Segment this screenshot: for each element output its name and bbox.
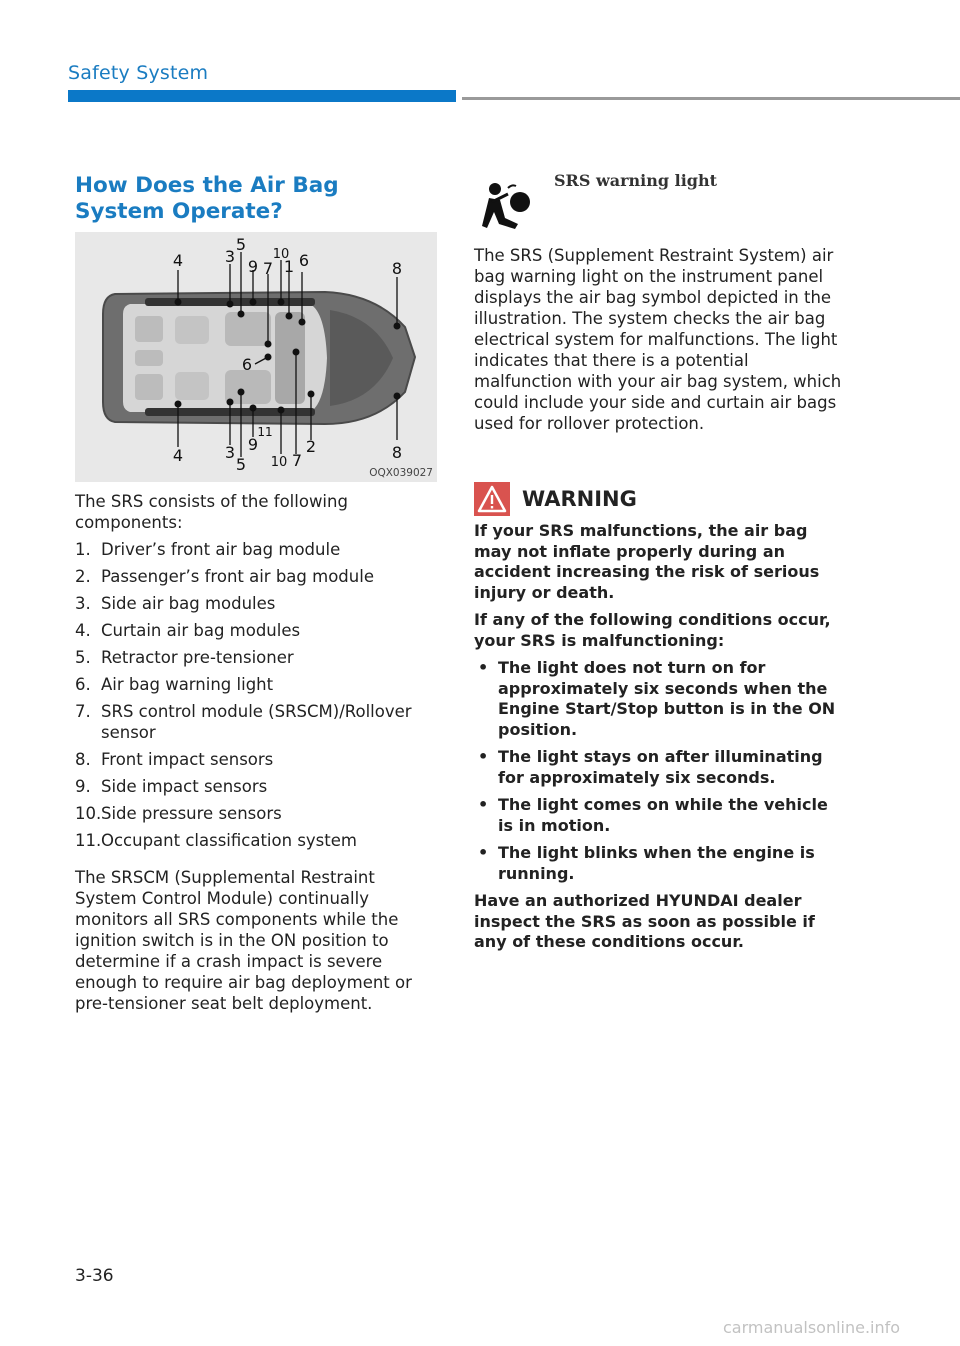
list-item: 4. Curtain air bag modules — [75, 621, 301, 640]
diagram-label: 4 — [172, 251, 184, 270]
diagram-label: 3 — [224, 247, 236, 266]
diagram-label: 2 — [305, 437, 317, 456]
components-list — [75, 539, 440, 851]
list-item: • The light stays on after illuminating for approximately six seconds. — [478, 747, 823, 787]
diagram-label: 9 — [247, 257, 259, 276]
warning-bullet-list — [474, 658, 844, 884]
watermark: carmanualsonline.info — [723, 1318, 901, 1337]
diagram-label: 8 — [391, 259, 403, 278]
srs-light-section — [474, 245, 844, 434]
diagram-label: 7 — [262, 259, 274, 278]
airbag-warning-icon — [478, 178, 544, 234]
diagram-label: 10 — [270, 455, 288, 470]
diagram-label: 7 — [291, 451, 303, 470]
left-column — [75, 491, 440, 1020]
srs-light-title: SRS warning light — [554, 171, 718, 190]
components-intro: The SRS consists of the following components: — [75, 492, 348, 532]
diagram-label: 8 — [391, 443, 403, 462]
warning-triangle-icon — [474, 482, 510, 516]
list-item: 10. Side pressure sensors — [75, 804, 282, 823]
list-item: • The light does not turn on for approximately six seconds when the Engine Start/Stop button is in the ON position. — [478, 658, 836, 739]
airbag-diagram — [75, 232, 437, 482]
diagram-label: 10 — [272, 247, 290, 262]
srscm-description: The SRSCM (Supplemental Restraint System Control Module) continually monitors all SRS components while the ignition switch is in the ON position to determine if a crash impact is severe enough to require air bag deployment or pre-tensioner seat belt deployment. — [75, 868, 412, 1013]
list-item: 2. Passenger’s front air bag module — [75, 567, 374, 586]
srs-light-text: The SRS (Supplement Restraint System) air bag warning light on the instrument panel displays the air bag symbol depicted in the illustration. The system checks the air bag electrical system for malfunctions. The light indicates that there is a potential malfunction with your air bag system, which could include your side and curtain air bags used for rollover protection. — [474, 246, 842, 433]
diagram-label: 6 — [241, 355, 253, 374]
figure-code: OQX039027 — [369, 467, 433, 479]
diagram-label: 1 — [283, 257, 295, 276]
list-item: • The light blinks when the engine is running. — [478, 843, 815, 883]
header-rule-blue — [68, 90, 456, 102]
list-item: 11. Occupant classification system — [75, 831, 357, 850]
diagram-label: 6 — [298, 251, 310, 270]
warning-body — [474, 521, 844, 960]
list-item: 6. Air bag warning light — [75, 675, 274, 694]
list-item: • The light comes on while the vehicle is in motion. — [478, 795, 828, 835]
warning-label: WARNING — [522, 487, 637, 511]
page-heading: How Does the Air Bag System Operate? — [75, 173, 339, 224]
diagram-label: 11 — [257, 425, 273, 439]
car-top-view-illustration — [75, 232, 437, 482]
diagram-label: 5 — [235, 455, 247, 474]
list-item: 5. Retractor pre-tensioner — [75, 648, 294, 667]
diagram-label: 5 — [235, 235, 247, 254]
list-item: 9. Side impact sensors — [75, 777, 268, 796]
section-title: Safety System — [68, 62, 209, 84]
diagram-label: 4 — [172, 446, 184, 465]
page-number: 3-36 — [75, 1266, 114, 1286]
warning-paragraph: If any of the following conditions occur, your SRS is malfunctioning: — [474, 610, 831, 650]
diagram-label: 9 — [247, 435, 259, 454]
list-item: 1. Driver’s front air bag module — [75, 540, 341, 559]
list-item: 8. Front impact sensors — [75, 750, 274, 769]
warning-paragraph: Have an authorized HYUNDAI dealer inspect the SRS as soon as possible if any of these conditions occur. — [474, 891, 815, 951]
diagram-label: 3 — [224, 443, 236, 462]
list-item: 3. Side air bag modules — [75, 594, 276, 613]
list-item: 7. SRS control module (SRSCM)/Rollover sensor — [75, 702, 412, 742]
warning-paragraph: If your SRS malfunctions, the air bag may not inflate properly during an accident increasing the risk of serious injury or death. — [474, 521, 820, 602]
header-rule-grey — [462, 97, 960, 100]
